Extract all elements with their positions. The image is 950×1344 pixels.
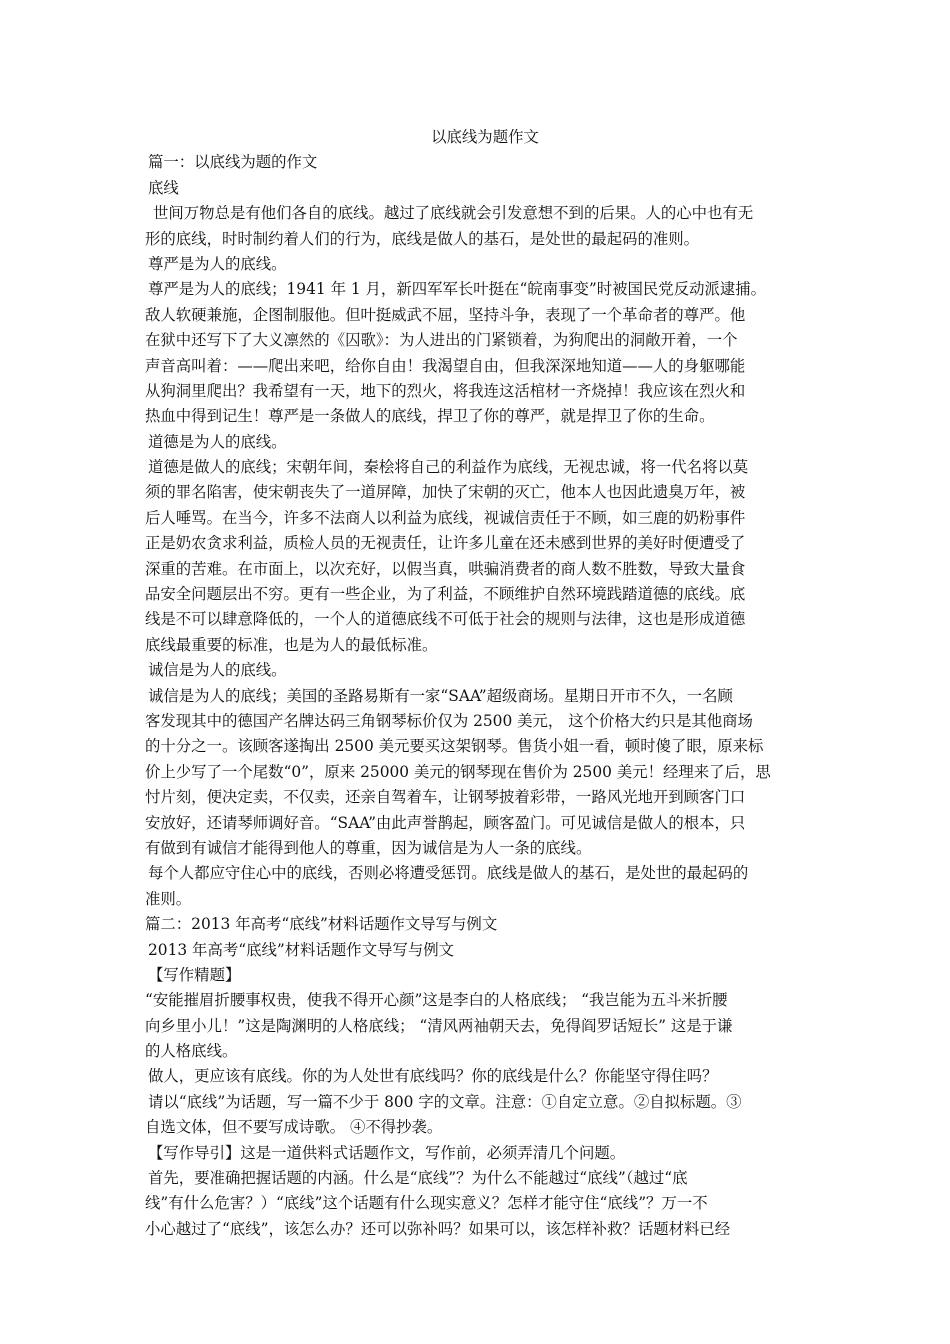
text-line: 线是不可以肆意降低的，一个人的道德底线不可低于社会的规则与法律，这也是形成道德 xyxy=(145,610,746,629)
text-line: 安放好，还请琴师调好音。“SAA”由此声誉鹊起，顾客盈门。可见诚信是做人的根本，只 xyxy=(145,813,746,832)
text-line: 篇二：2013 年高考“底线”材料话题作文导写与例文 xyxy=(145,915,498,934)
text-line: 的十分之一。该顾客遂掏出 2500 美元要买这架钢琴。售货小姐一看，顿时傻了眼，原来标 xyxy=(145,737,764,756)
paragraph xyxy=(145,938,815,963)
text-line: 有做到有诚信才能得到他人的尊重，因为诚信是为人一条的底线。 xyxy=(145,838,592,857)
text-line: “安能摧眉折腰事权贵，使我不得开心颜”这是李白的人格底线； “我岂能为五斗米折腰 xyxy=(145,991,728,1010)
paragraph xyxy=(145,455,815,658)
paragraph xyxy=(145,201,815,252)
text-line: 线”有什么危害？）“底线”这个话题有什么现实意义？怎样才能守住“底线”？万一不 xyxy=(145,1194,708,1213)
text-line: 【写作导引】这是一道供料式话题作文，写作前，必须弄清几个问题。 xyxy=(148,1143,626,1162)
text-line: 【写作精题】 xyxy=(148,965,241,984)
text-line: 正是奶农贪求利益，质检人员的无视责任，让许多儿童在还未感到世界的美好时便遭受了 xyxy=(145,534,746,553)
text-line: 自选文体，但不要写成诗歌。 ④不得抄袭。 xyxy=(145,1118,443,1137)
document-title: 以底线为题作文 xyxy=(431,128,539,146)
paragraph xyxy=(145,658,815,683)
text-line: 深重的苦难。在市面上，以次充好，以假当真，哄骗消费者的商人数不胜数，导致大量食 xyxy=(145,559,746,578)
text-line: 道德是做人的底线；宋朝年间，秦桧将自己的利益作为底线，无视忠诚，将一代名将以莫 xyxy=(148,458,749,477)
paragraph xyxy=(145,252,815,277)
document-body xyxy=(145,150,815,1242)
paragraph xyxy=(145,963,815,988)
text-line: 准则。 xyxy=(145,889,192,908)
text-line: 做人，更应该有底线。你的为人处世有底线吗？你的底线是什么？你能坚守得住吗？ xyxy=(148,1067,718,1086)
text-line: 向乡里小儿！”这是陶渊明的人格底线； “清风两袖朝天去，免得阎罗话短长” 这是于谦 xyxy=(145,1016,733,1035)
text-line: 在狱中还写下了大义凛然的《囚歌》：为人进出的门紧锁着，为狗爬出的洞敞开着，一个 xyxy=(145,331,738,350)
text-line: 忖片刻，便决定卖，不仅卖，还亲自驾着车，让钢琴披着彩带，一路风光地开到顾客门口 xyxy=(145,788,746,807)
text-line: 首先，要准确把握话题的内涵。什么是“底线”？为什么不能越过“底线”（越过“底 xyxy=(148,1169,688,1188)
paragraph xyxy=(145,684,815,862)
text-line: 形的底线，时时制约着人们的行为，底线是做人的基石，是处世的最起码的准则。 xyxy=(145,229,700,248)
text-line: 品安全问题层出不穷。更有一些企业，为了利益，不顾维护自然环境践踏道德的底线。底 xyxy=(145,585,746,604)
paragraph xyxy=(145,430,815,455)
text-line: 底线最重要的标准，也是为人的最低标准。 xyxy=(145,635,438,654)
text-line: 从狗洞里爬出？我希望有一天，地下的烈火，将我连这活棺材一齐烧掉！我应该在烈火和 xyxy=(145,381,746,400)
paragraph xyxy=(145,1090,815,1141)
paragraph xyxy=(145,861,815,912)
paragraph xyxy=(145,1064,815,1089)
paragraph xyxy=(145,176,815,201)
text-line: 热血中得到记生！尊严是一条做人的底线，捍卫了你的尊严，就是捍卫了你的生命。 xyxy=(145,407,715,426)
document-page xyxy=(145,125,815,1242)
paragraph xyxy=(145,1166,815,1242)
text-line: 篇一：以底线为题的作文 xyxy=(148,153,318,172)
paragraph xyxy=(145,988,815,1064)
paragraph xyxy=(145,277,815,429)
text-line: 道德是为人的底线。 xyxy=(148,432,287,451)
text-line: 世间万物总是有他们各自的底线。越过了底线就会引发意想不到的后果。人的心中也有无 xyxy=(153,204,754,223)
text-line: 的人格底线。 xyxy=(145,1042,238,1061)
text-line: 尊严是为人的底线；1941 年 1 月，新四军军长叶挺在“皖南事变”时被国民党反动派逮捕。 xyxy=(148,280,767,299)
text-line: 价上少写了一个尾数“0”，原来 25000 美元的钢琴现在售价为 2500 美元！经理来了后，思 xyxy=(145,762,771,781)
text-line: 客发现其中的德国产名牌达码三角钢琴标价仅为 2500 美元， 这个价格大约只是其他商场 xyxy=(145,711,753,730)
text-line: 后人唾骂。在当今，许多不法商人以利益为底线，视诚信责任于不顾，如三鹿的奶粉事件 xyxy=(145,508,746,527)
text-line: 每个人都应守住心中的底线，否则必将遭受惩罚。底线是做人的基石，是处世的最起码的 xyxy=(148,864,749,883)
paragraph xyxy=(145,912,815,937)
paragraph xyxy=(145,1141,815,1166)
paragraph xyxy=(145,150,815,175)
text-line: 请以“底线”为话题，写一篇不少于 800 字的文章。注意：①自定立意。②自拟标题。③ xyxy=(148,1092,742,1111)
text-line: 诚信是为人的底线；美国的圣路易斯有一家“SAA”超级商场。星期日开市不久，一名顾 xyxy=(148,686,733,705)
text-line: 2013 年高考“底线”材料话题作文导写与例文 xyxy=(148,940,455,959)
text-line: 声音高叫着：——爬出来吧，给你自由！我渴望自由，但我深深地知道——人的身躯哪能 xyxy=(145,356,746,375)
text-line: 敌人软硬兼施，企图制服他。但叶挺威武不屈，坚持斗争，表现了一个革命者的尊严。他 xyxy=(145,305,746,324)
text-line: 诚信是为人的底线。 xyxy=(148,661,287,680)
text-line: 尊严是为人的底线。 xyxy=(148,254,287,273)
text-line: 须的罪名陷害，使宋朝丧失了一道屏障，加快了宋朝的灭亡，他本人也因此遗臭万年，被 xyxy=(145,483,746,502)
text-line: 小心越过了“底线”，该怎么办？还可以弥补吗？如果可以，该怎样补救？话题材料已经 xyxy=(145,1219,731,1238)
text-line: 底线 xyxy=(148,178,179,197)
